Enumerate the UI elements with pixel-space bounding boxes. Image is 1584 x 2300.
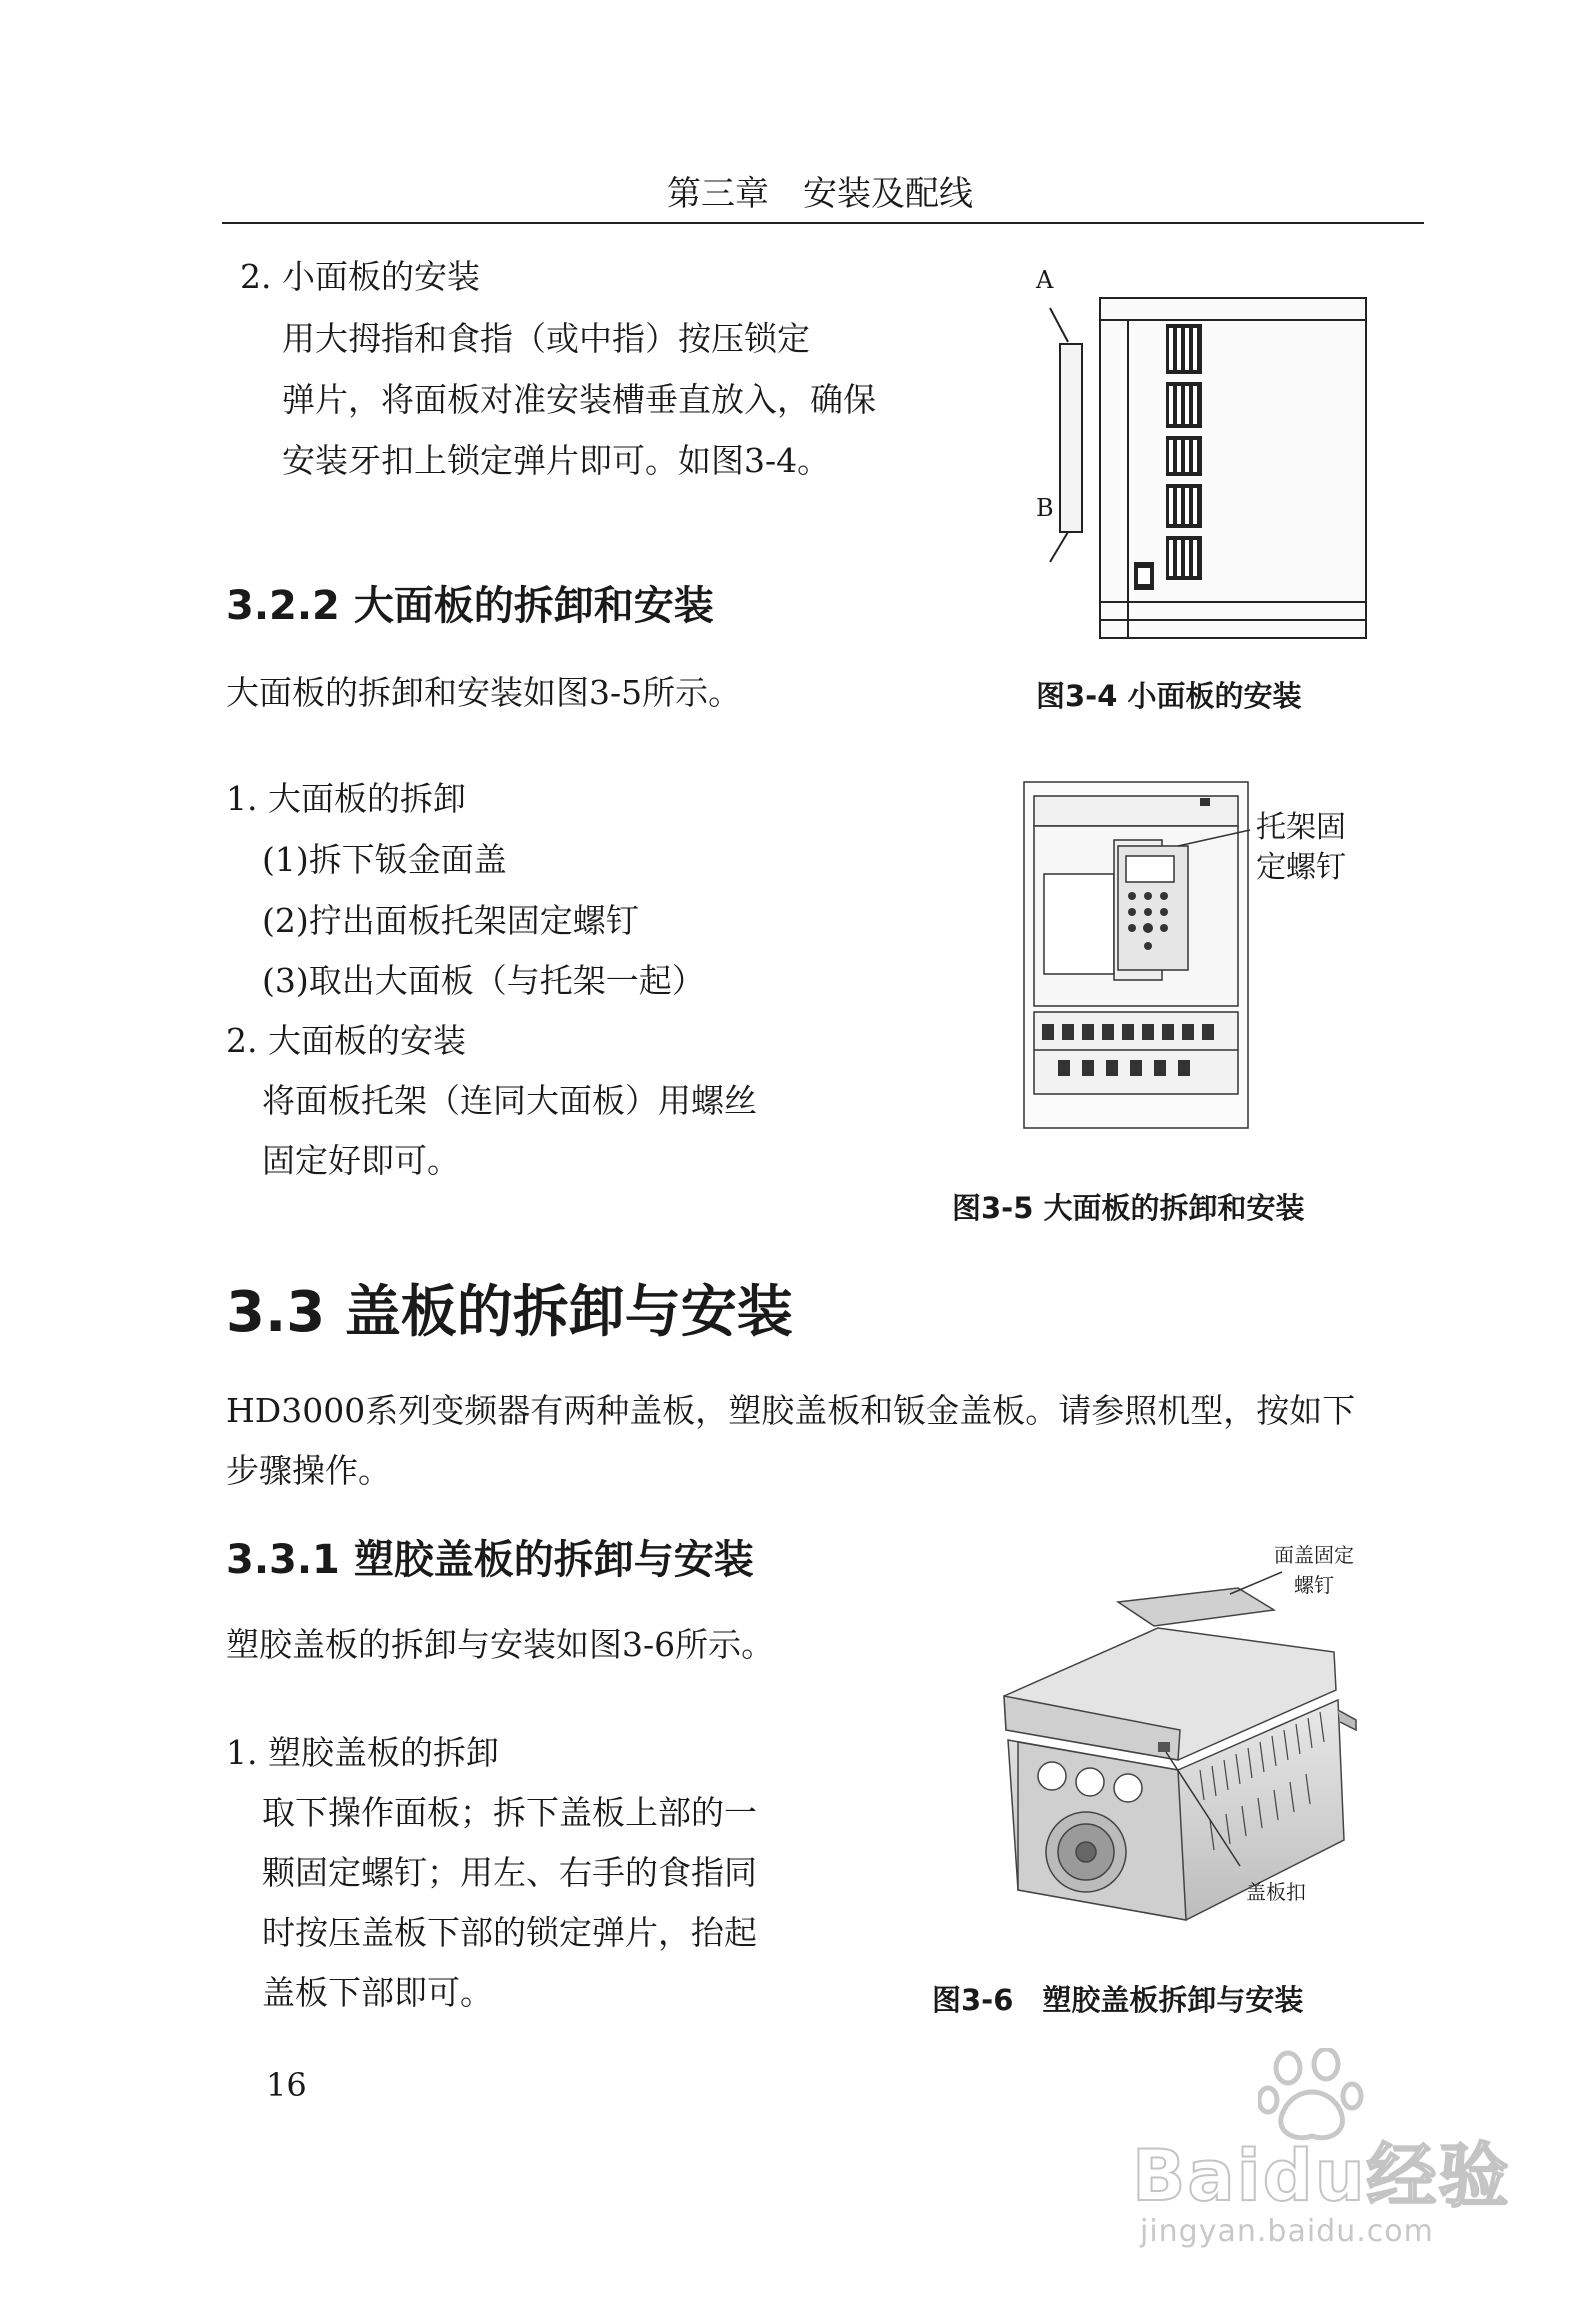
figure-3-6-caption: 图3-6 塑胶盖板拆卸与安装	[932, 1983, 1304, 2017]
plastic-cover-remove-line: 盖板下部即可。	[262, 1973, 493, 2012]
section-3-3-intro-line: 步骤操作。	[226, 1451, 391, 1490]
figure-3-5-callout-line: 托架固	[1256, 810, 1346, 845]
header-rule	[222, 222, 1424, 224]
figure-3-5-callout-line: 定螺钉	[1256, 850, 1346, 885]
chapter-title: 第三章 安装及配线	[667, 174, 973, 214]
figure-3-5-callout	[1256, 808, 1346, 888]
plastic-cover-remove-line: 颗固定螺钉；用左、右手的食指同	[262, 1853, 757, 1892]
large-panel-remove-step: (3)取出大面板（与托架一起）	[262, 961, 705, 1000]
figure-3-4	[1028, 262, 1368, 642]
small-panel-install-line: 用大拇指和食指（或中指）按压锁定	[282, 319, 810, 358]
large-panel-install-line: 固定好即可。	[262, 1141, 460, 1180]
section-3-3-1-intro: 塑胶盖板的拆卸与安装如图3-6所示。	[226, 1625, 775, 1664]
figure-3-4-label-b: B	[1036, 494, 1054, 522]
large-panel-remove-step: (2)拧出面板托架固定螺钉	[262, 901, 639, 940]
plastic-cover-remove-line: 取下操作面板；拆下盖板上部的一	[262, 1793, 757, 1832]
watermark-url: jingyan.baidu.com	[1140, 2214, 1434, 2249]
figure-3-5	[1022, 780, 1252, 1130]
small-panel-install-line: 安装牙扣上锁定弹片即可。如图3-4。	[282, 441, 831, 480]
large-panel-remove-title: 1. 大面板的拆卸	[226, 779, 466, 818]
figure-3-6-callout-top	[1254, 1540, 1374, 1600]
section-3-2-2-heading: 3.2.2 大面板的拆卸和安装	[226, 583, 714, 629]
figure-3-6-callout-bottom: 盖板扣	[1246, 1880, 1306, 1904]
small-panel-install-line: 弹片，将面板对准安装槽垂直放入，确保	[282, 380, 876, 419]
figure-3-5-caption: 图3-5 大面板的拆卸和安装	[952, 1191, 1305, 1225]
large-panel-install-line: 将面板托架（连同大面板）用螺丝	[262, 1081, 757, 1120]
large-panel-install-title: 2. 大面板的安装	[226, 1021, 466, 1060]
page-number: 16	[266, 2066, 307, 2104]
section-3-2-2-intro: 大面板的拆卸和安装如图3-5所示。	[226, 673, 742, 712]
plastic-cover-remove-line: 时按压盖板下部的锁定弹片，抬起	[262, 1913, 757, 1952]
figure-3-6	[978, 1570, 1368, 1940]
chapter-header	[0, 166, 1584, 215]
section-3-3-1-heading: 3.3.1 塑胶盖板的拆卸与安装	[226, 1537, 754, 1583]
large-panel-remove-step: (1)拆下钣金面盖	[262, 840, 507, 879]
watermark-brand: Baidu经验	[1132, 2135, 1511, 2217]
section-3-3-intro-line: HD3000系列变频器有两种盖板，塑胶盖板和钣金盖板。请参照机型，按如下	[226, 1391, 1356, 1430]
plastic-cover-remove-title: 1. 塑胶盖板的拆卸	[226, 1733, 499, 1772]
figure-3-6-callout-top-line: 螺钉	[1294, 1573, 1334, 1597]
section-3-3-heading: 3.3 盖板的拆卸与安装	[226, 1280, 793, 1345]
figure-3-4-caption: 图3-4 小面板的安装	[1036, 679, 1302, 713]
figure-3-6-callout-top-line: 面盖固定	[1274, 1543, 1354, 1567]
figure-3-4-label-a: A	[1036, 266, 1054, 294]
small-panel-install-title: 2. 小面板的安装	[240, 257, 480, 296]
